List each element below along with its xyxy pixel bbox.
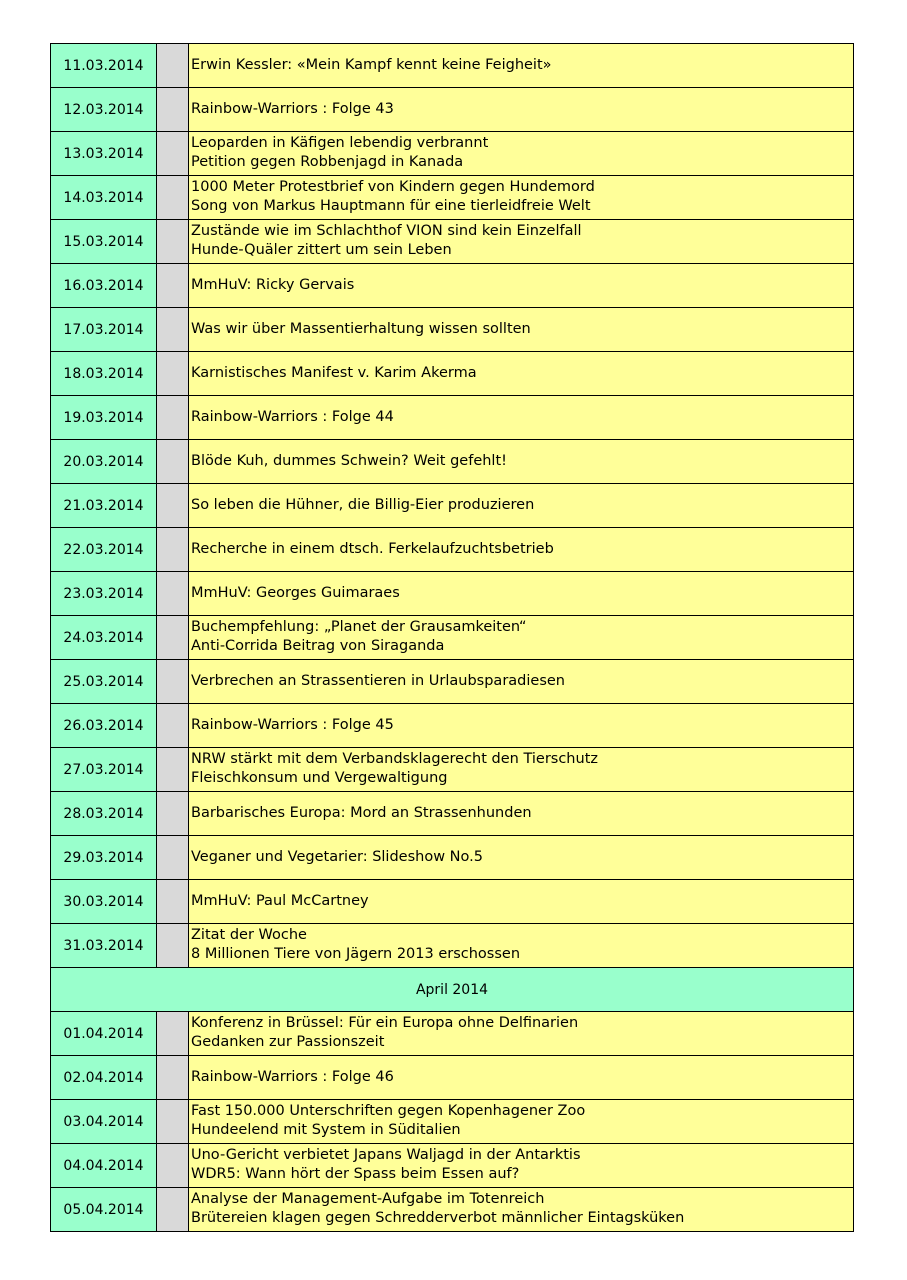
entry-cell <box>189 572 854 615</box>
table-row <box>50 1012 854 1056</box>
entry-cell <box>189 352 854 395</box>
april-rows <box>50 1012 854 1232</box>
entry-cell <box>189 528 854 571</box>
marker-cell <box>157 748 189 791</box>
entry-cell <box>189 484 854 527</box>
entry-line: Leoparden in Käfigen lebendig verbrannt <box>191 135 489 151</box>
entry-cell <box>189 264 854 307</box>
marker-cell <box>157 880 189 923</box>
entry-cell <box>189 924 854 967</box>
date-cell: 16.03.2014 <box>50 264 157 307</box>
entry-line: Erwin Kessler: «Mein Kampf kennt keine Feigheit» <box>191 57 552 73</box>
entry-line: MmHuV: Paul McCartney <box>191 893 369 909</box>
entry-cell <box>189 1056 854 1099</box>
marker-cell <box>157 924 189 967</box>
entry-line: Veganer und Vegetarier: Slideshow No.5 <box>191 849 483 865</box>
entry-cell <box>189 44 854 87</box>
entry-line: Rainbow-Warriors : Folge 44 <box>191 409 394 425</box>
marker-cell <box>157 308 189 351</box>
table-row <box>50 1100 854 1144</box>
date-cell: 20.03.2014 <box>50 440 157 483</box>
table-row <box>50 44 854 88</box>
marker-cell <box>157 440 189 483</box>
table-row <box>50 264 854 308</box>
entry-cell <box>189 88 854 131</box>
entry-cell <box>189 132 854 175</box>
date-cell: 28.03.2014 <box>50 792 157 835</box>
date-cell: 29.03.2014 <box>50 836 157 879</box>
entry-line: Anti-Corrida Beitrag von Siraganda <box>191 638 445 654</box>
table-row <box>50 1144 854 1188</box>
entry-line: NRW stärkt mit dem Verbandsklagerecht den Tierschutz <box>191 751 598 767</box>
table-row <box>50 1188 854 1232</box>
entry-line: Rainbow-Warriors : Folge 43 <box>191 101 394 117</box>
entry-line: Petition gegen Robbenjagd in Kanada <box>191 154 464 170</box>
table-row <box>50 1056 854 1100</box>
date-cell: 23.03.2014 <box>50 572 157 615</box>
marker-cell <box>157 1012 189 1055</box>
table-row <box>50 132 854 176</box>
marker-cell <box>157 616 189 659</box>
table-row <box>50 440 854 484</box>
marker-cell <box>157 1188 189 1231</box>
table-row <box>50 748 854 792</box>
table-row <box>50 660 854 704</box>
table-row <box>50 88 854 132</box>
entry-line: Zitat der Woche <box>191 927 307 943</box>
table-row <box>50 176 854 220</box>
marker-cell <box>157 176 189 219</box>
entry-line: Konferenz in Brüssel: Für ein Europa ohne Delfinarien <box>191 1015 579 1031</box>
entry-line: 1000 Meter Protestbrief von Kindern gegen Hundemord <box>191 179 595 195</box>
entry-cell <box>189 836 854 879</box>
entry-cell <box>189 1100 854 1143</box>
entry-line: WDR5: Wann hört der Spass beim Essen auf? <box>191 1166 520 1182</box>
entry-cell <box>189 1144 854 1187</box>
entry-line: Blöde Kuh, dummes Schwein? Weit gefehlt! <box>191 453 507 469</box>
marker-cell <box>157 264 189 307</box>
marker-cell <box>157 836 189 879</box>
entry-line: MmHuV: Ricky Gervais <box>191 277 355 293</box>
entry-cell <box>189 1188 854 1231</box>
entry-line: Fast 150.000 Unterschriften gegen Kopenhagener Zoo <box>191 1103 586 1119</box>
marker-cell <box>157 88 189 131</box>
entry-cell <box>189 880 854 923</box>
entry-cell <box>189 1012 854 1055</box>
table-row <box>50 396 854 440</box>
entry-line: Verbrechen an Strassentieren in Urlaubsparadiesen <box>191 673 565 689</box>
table-row <box>50 836 854 880</box>
entry-cell <box>189 220 854 263</box>
table-row <box>50 572 854 616</box>
table-row <box>50 308 854 352</box>
entry-cell <box>189 748 854 791</box>
date-cell: 02.04.2014 <box>50 1056 157 1099</box>
table-row <box>50 484 854 528</box>
marker-cell <box>157 660 189 703</box>
date-cell: 25.03.2014 <box>50 660 157 703</box>
entry-line: 8 Millionen Tiere von Jägern 2013 erschossen <box>191 946 521 962</box>
entry-line: MmHuV: Georges Guimaraes <box>191 585 400 601</box>
entry-cell <box>189 440 854 483</box>
entry-line: Song von Markus Hauptmann für eine tierleidfreie Welt <box>191 198 591 214</box>
entry-cell <box>189 792 854 835</box>
entry-line: Karnistisches Manifest v. Karim Akerma <box>191 365 477 381</box>
date-cell: 15.03.2014 <box>50 220 157 263</box>
schedule-table <box>50 43 854 1232</box>
date-cell: 04.04.2014 <box>50 1144 157 1187</box>
table-row <box>50 220 854 264</box>
march-rows <box>50 44 854 968</box>
marker-cell <box>157 44 189 87</box>
table-row <box>50 352 854 396</box>
table-row <box>50 528 854 572</box>
entry-line: So leben die Hühner, die Billig-Eier produzieren <box>191 497 535 513</box>
entry-line: Zustände wie im Schlachthof VION sind kein Einzelfall <box>191 223 582 239</box>
marker-cell <box>157 792 189 835</box>
entry-line: Hundeelend mit System in Süditalien <box>191 1122 461 1138</box>
entry-line: Brütereien klagen gegen Schredderverbot männlicher Eintagsküken <box>191 1210 685 1226</box>
date-cell: 18.03.2014 <box>50 352 157 395</box>
marker-cell <box>157 528 189 571</box>
entry-cell <box>189 660 854 703</box>
entry-cell <box>189 308 854 351</box>
marker-cell <box>157 396 189 439</box>
date-cell: 17.03.2014 <box>50 308 157 351</box>
marker-cell <box>157 1056 189 1099</box>
date-cell: 01.04.2014 <box>50 1012 157 1055</box>
table-row <box>50 704 854 748</box>
entry-line: Uno-Gericht verbietet Japans Waljagd in der Antarktis <box>191 1147 581 1163</box>
date-cell: 05.04.2014 <box>50 1188 157 1231</box>
entry-cell <box>189 176 854 219</box>
marker-cell <box>157 352 189 395</box>
marker-cell <box>157 572 189 615</box>
date-cell: 12.03.2014 <box>50 88 157 131</box>
table-row <box>50 924 854 968</box>
entry-line: Was wir über Massentierhaltung wissen sollten <box>191 321 531 337</box>
marker-cell <box>157 704 189 747</box>
entry-line: Fleischkonsum und Vergewaltigung <box>191 770 448 786</box>
entry-line: Barbarisches Europa: Mord an Strassenhunden <box>191 805 532 821</box>
marker-cell <box>157 220 189 263</box>
date-cell: 13.03.2014 <box>50 132 157 175</box>
table-row <box>50 880 854 924</box>
marker-cell <box>157 1144 189 1187</box>
entry-line: Recherche in einem dtsch. Ferkelaufzuchtsbetrieb <box>191 541 554 557</box>
date-cell: 27.03.2014 <box>50 748 157 791</box>
marker-cell <box>157 1100 189 1143</box>
entry-cell <box>189 396 854 439</box>
entry-cell <box>189 704 854 747</box>
date-cell: 11.03.2014 <box>50 44 157 87</box>
date-cell: 14.03.2014 <box>50 176 157 219</box>
entry-line: Rainbow-Warriors : Folge 46 <box>191 1069 394 1085</box>
marker-cell <box>157 132 189 175</box>
date-cell: 03.04.2014 <box>50 1100 157 1143</box>
table-row <box>50 616 854 660</box>
date-cell: 19.03.2014 <box>50 396 157 439</box>
entry-line: Hunde-Quäler zittert um sein Leben <box>191 242 452 258</box>
entry-line: Analyse der Management-Aufgabe im Totenreich <box>191 1191 545 1207</box>
entry-line: Gedanken zur Passionszeit <box>191 1034 385 1050</box>
entry-line: Buchempfehlung: „Planet der Grausamkeiten“ <box>191 619 527 635</box>
date-cell: 22.03.2014 <box>50 528 157 571</box>
date-cell: 26.03.2014 <box>50 704 157 747</box>
table-row <box>50 792 854 836</box>
marker-cell <box>157 484 189 527</box>
entry-cell <box>189 616 854 659</box>
date-cell: 21.03.2014 <box>50 484 157 527</box>
entry-line: Rainbow-Warriors : Folge 45 <box>191 717 394 733</box>
date-cell: 24.03.2014 <box>50 616 157 659</box>
month-header: April 2014 <box>50 968 854 1012</box>
date-cell: 30.03.2014 <box>50 880 157 923</box>
date-cell: 31.03.2014 <box>50 924 157 967</box>
